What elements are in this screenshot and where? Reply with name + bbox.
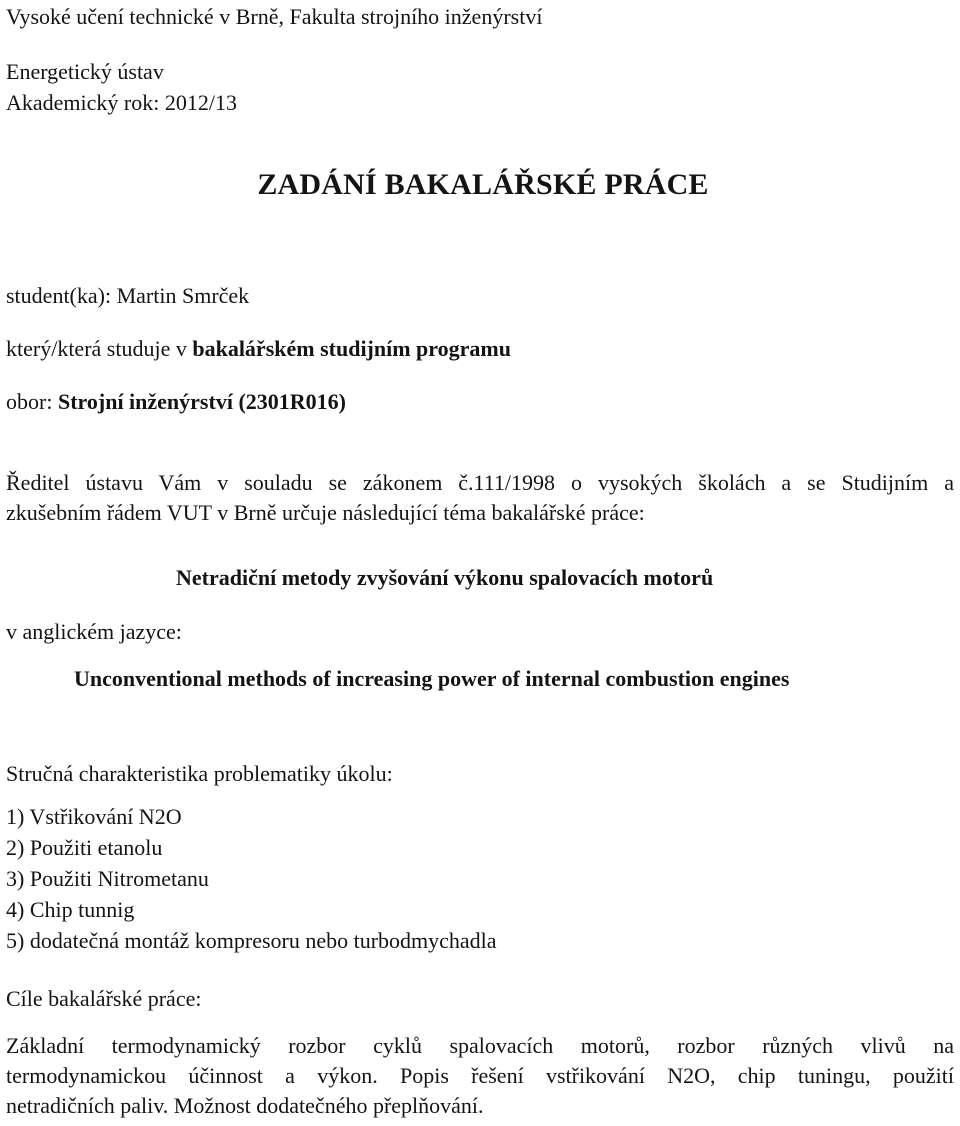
field-line <box>6 389 346 415</box>
faculty-name: Fakulta strojního inženýrství <box>289 4 543 29</box>
list-item: 4) Chip tunnig <box>6 897 135 922</box>
student-name: Martin Smrček <box>116 283 250 308</box>
header-university-line <box>6 4 542 30</box>
characteristics-list <box>6 801 497 956</box>
goals-line-1: Základní termodynamický rozbor cyklů spalovacích motorů, rozbor různých vlivů na <box>6 1033 954 1058</box>
program-prefix: který/která studuje v <box>6 336 187 361</box>
intro-line-2: zkušebním řádem VUT v Brně určuje následující téma bakalářské práce: <box>6 500 645 525</box>
field-name: Strojní inženýrství <box>57 389 233 414</box>
goals-heading: Cíle bakalářské práce: <box>6 986 202 1011</box>
student-line <box>6 283 249 309</box>
intro-line-1: Ředitel ústavu Vám v souladu se zákonem č.111/1998 o vysokých školách a se Studijním a <box>6 470 954 495</box>
list-item: 5) dodatečná montáž kompresoru nebo turbodmychadla <box>6 928 497 953</box>
document-title: ZADÁNÍ BAKALÁŘSKÉ PRÁCE <box>257 168 709 201</box>
academic-year-value: 2012/13 <box>164 90 237 115</box>
english-label: v anglickém jazyce: <box>6 619 182 644</box>
list-item: 1) Vstřikování N2O <box>6 804 182 829</box>
program-line <box>6 336 511 362</box>
field-label: obor: <box>6 389 53 414</box>
topic-english: Unconventional methods of increasing power of internal combustion engines <box>74 666 790 691</box>
list-item: 3) Použiti Nitrometanu <box>6 866 209 891</box>
academic-year-label: Akademický rok: <box>6 90 160 115</box>
field-code: (2301R016) <box>238 389 346 414</box>
academic-year-line <box>6 90 237 116</box>
student-label: student(ka): <box>6 283 112 308</box>
goals-line-3: netradičních paliv. Možnost dodatečného přeplňování. <box>6 1093 484 1118</box>
institute-name: Energetický ústav <box>6 59 164 84</box>
program-name: bakalářském studijním programu <box>192 336 511 361</box>
goals-line-2: termodynamickou účinnost a výkon. Popis řešení vstřikování N2O, chip tuningu, použití <box>6 1063 954 1088</box>
characteristics-heading: Stručná charakteristika problematiky úkolu: <box>6 761 393 786</box>
list-item: 2) Použiti etanolu <box>6 835 163 860</box>
university-name: Vysoké učení technické v Brně, <box>6 4 284 29</box>
topic-czech: Netradiční metody zvyšování výkonu spalovacích motorů <box>176 565 714 590</box>
